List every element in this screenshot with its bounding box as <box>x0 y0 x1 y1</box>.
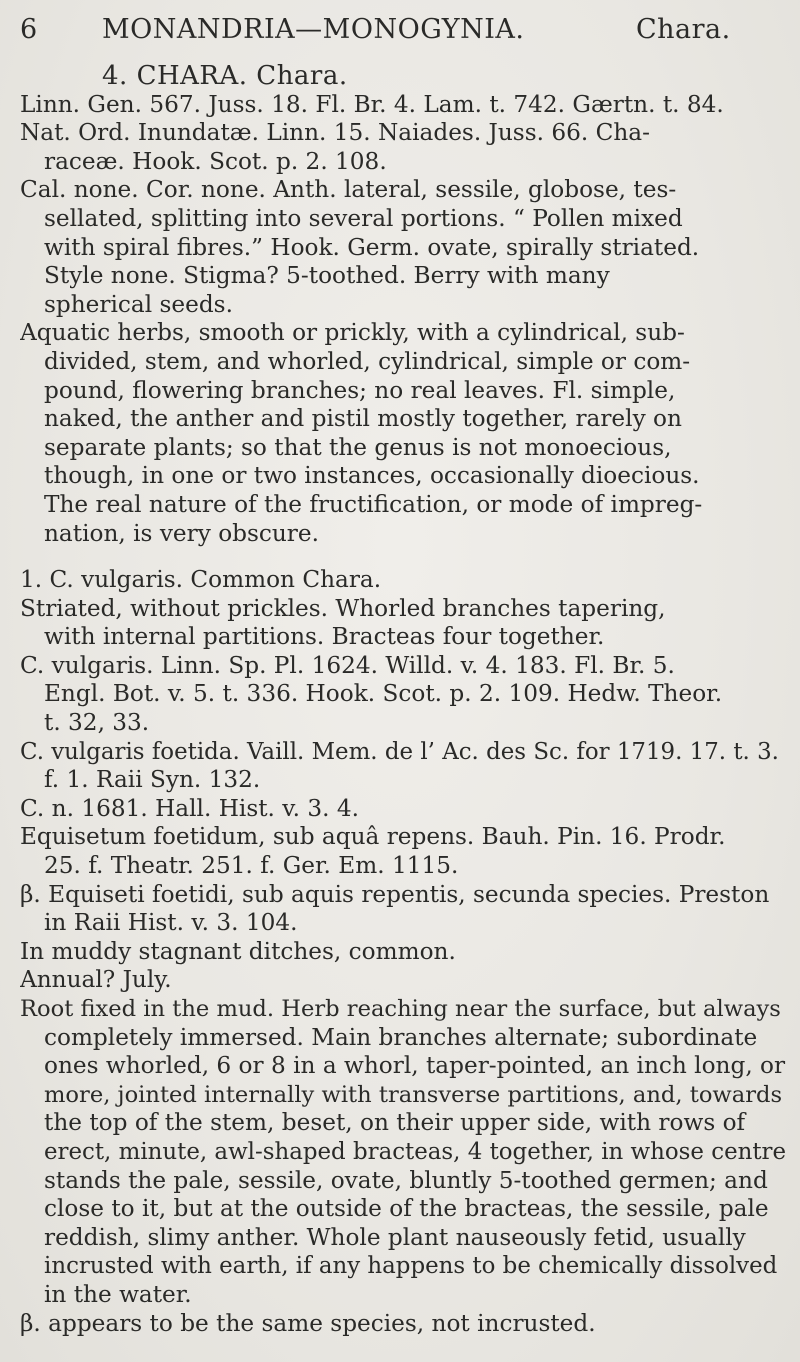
text-line: stands the pale, sessile, ovate, bluntly 5-toothed germen; and <box>44 1166 768 1194</box>
text-line: with spiral fibres.” Hook. Germ. ovate, spirally striated. <box>44 233 700 261</box>
text-line: incrusted with earth, if any happens to be chemically dissolved <box>44 1253 778 1280</box>
text-line: f. 1. Raii Syn. 132. <box>44 766 261 794</box>
text-line: C. vulgaris foetida. Vaill. Mem. de l’ Ac. des Sc. for 1719. 17. t. 3. <box>20 738 779 765</box>
text-line: Nat. Ord. Inundatæ. Linn. 15. Naiades. Juss. 66. Cha- <box>20 119 650 147</box>
text-line: t. 32, 33. <box>44 709 150 737</box>
text-line: 25. f. Theatr. 251. f. Ger. Em. 1115. <box>44 852 459 880</box>
running-title: MONANDRIA—MONOGYNIA. <box>102 14 525 45</box>
text-line: Root fixed in the mud. Herb reaching near the surface, but always <box>20 996 781 1022</box>
text-line: C. vulgaris. Linn. Sp. Pl. 1624. Willd. v. 4. 183. Fl. Br. 5. <box>20 651 675 679</box>
text-line: reddish, slimy anther. Whole plant nauseously fetid, usually <box>44 1223 746 1251</box>
text-line: Aquatic herbs, smooth or prickly, with a cylindrical, sub- <box>20 319 685 347</box>
species-heading: 1. C. vulgaris. Common Chara. <box>20 566 382 594</box>
text-line: completely immersed. Main branches alternate; subordinate <box>44 1023 758 1051</box>
text-line: with internal partitions. Bracteas four together. <box>44 623 605 651</box>
body-text <box>20 62 786 1338</box>
text-line: nation, is very obscure. <box>44 519 319 547</box>
text-line: Style none. Stigma? 5-toothed. Berry with many <box>44 262 610 290</box>
text-line: β. Equiseti foetidi, sub aquis repentis, secunda species. Preston <box>20 880 770 908</box>
text-line: erect, minute, awl-shaped bracteas, 4 together, in whose centre <box>44 1138 786 1165</box>
text-line: Striated, without prickles. Whorled branches tapering, <box>20 594 666 622</box>
text-line: naked, the anther and pistil mostly together, rarely on <box>44 405 682 433</box>
text-line: pound, flowering branches; no real leaves. Fl. simple, <box>44 376 676 404</box>
text-line: sellated, splitting into several portions. “ Pollen mixed <box>44 204 683 232</box>
text-line: Equisetum foetidum, sub aquâ repens. Bauh. Pin. 16. Prodr. <box>20 823 726 851</box>
text-line: spherical seeds. <box>44 290 233 318</box>
text-line: in the water. <box>44 1280 192 1308</box>
text-line: Linn. Gen. 567. Juss. 18. Fl. Br. 4. Lam. t. 742. Gærtn. t. 84. <box>20 90 724 118</box>
genus-heading: 4. CHARA. Chara. <box>102 62 348 91</box>
text-line: β. appears to be the same species, not incrusted. <box>20 1309 596 1337</box>
text-line: though, in one or two instances, occasionally dioecious. <box>44 462 700 490</box>
running-section: Chara. <box>636 14 731 45</box>
text-line: raceæ. Hook. Scot. p. 2. 108. <box>44 147 387 175</box>
text-line: in Raii Hist. v. 3. 104. <box>44 909 298 937</box>
text-line: The real nature of the fructification, or mode of impreg- <box>44 490 703 518</box>
text-line: Engl. Bot. v. 5. t. 336. Hook. Scot. p. 2. 109. Hedw. Theor. <box>44 680 723 708</box>
text-line: ones whorled, 6 or 8 in a whorl, taper-pointed, an inch long, or <box>44 1052 786 1080</box>
text-line: C. n. 1681. Hall. Hist. v. 3. 4. <box>20 794 360 822</box>
text-line: the top of the stem, beset, on their upper side, with rows of <box>44 1109 746 1137</box>
text-line: separate plants; so that the genus is not monoecious, <box>44 433 672 461</box>
running-head <box>20 14 780 54</box>
page-number: 6 <box>20 14 38 45</box>
text-line: In muddy stagnant ditches, common. <box>20 937 456 965</box>
text-line: divided, stem, and whorled, cylindrical, simple or com- <box>44 347 691 375</box>
text-line: more, jointed internally with transverse partitions, and, towards <box>44 1081 783 1108</box>
text-line: Cal. none. Cor. none. Anth. lateral, sessile, globose, tes- <box>20 176 677 204</box>
text-line: Annual? July. <box>20 966 172 994</box>
text-line: close to it, but at the outside of the bracteas, the sessile, pale <box>44 1195 769 1223</box>
